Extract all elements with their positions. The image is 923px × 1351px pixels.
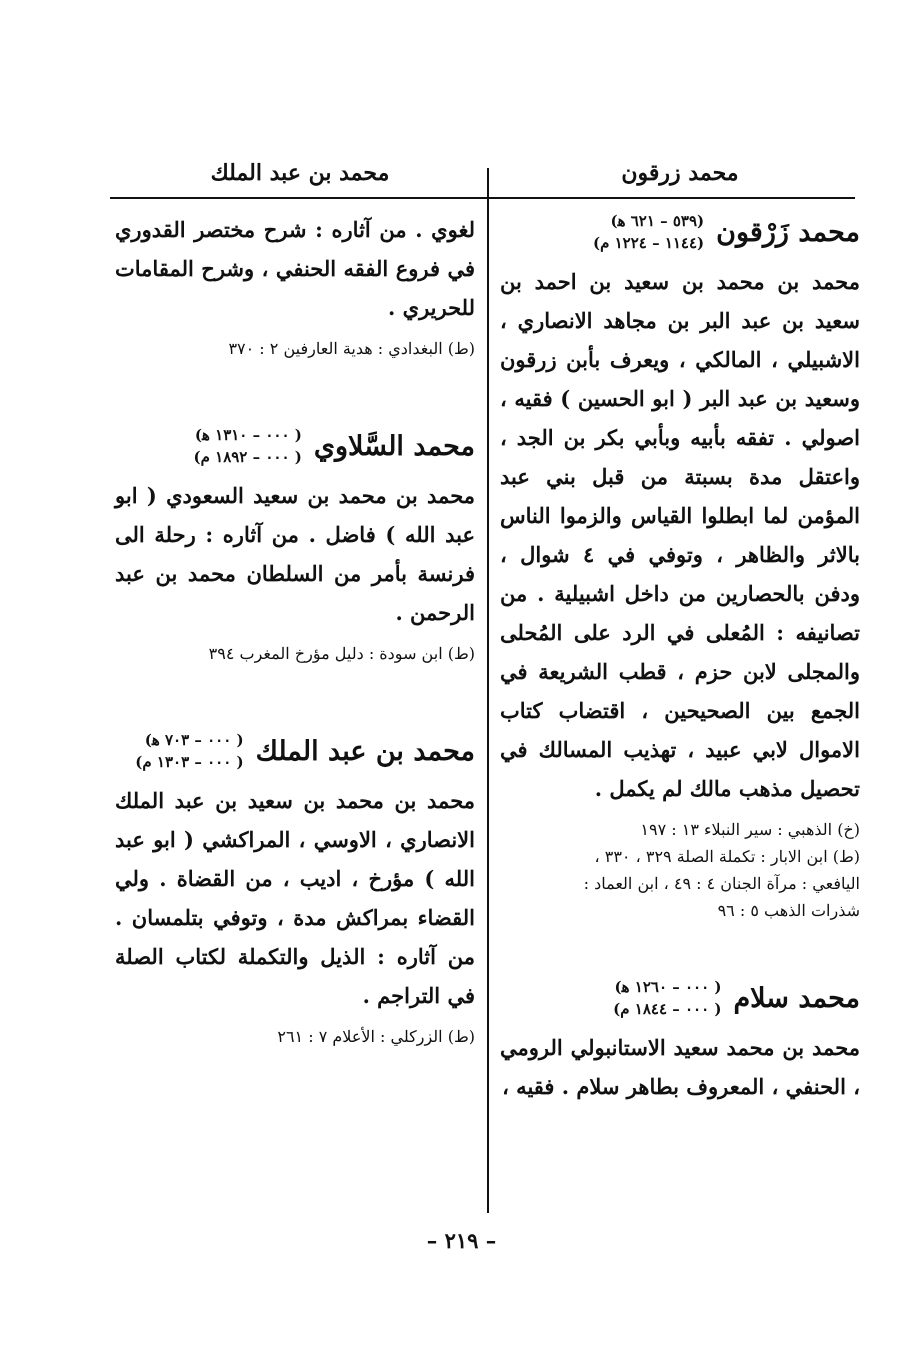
source-line: (ط) ابن الابار : تكملة الصلة ٣٢٩ ، ٣٣٠ ، (594, 847, 860, 866)
dates-hijri: ( ٠٠٠ – ١٣١٠ ﻫ) (194, 426, 302, 444)
entry-source: (ط) الزركلي : الأعلام ٧ : ٢٦١ (277, 1027, 475, 1046)
entry-heading (500, 210, 860, 254)
entry-muhammad-salam (500, 976, 860, 1106)
entry-heading (500, 976, 860, 1020)
entry-muhammad-ibn-abd-al-malik (115, 729, 475, 1050)
entry-body: محمد بن محمد بن سعيد السعودي ( ابو عبد الله ) فاضل . من آثاره : رحلة الى فرنسة بأمر من السلطان محمد بن عبد الرحمن . (115, 483, 475, 625)
entry-dates (613, 976, 721, 1020)
running-header-right: محمد زرقون (621, 160, 739, 186)
spacer (115, 380, 475, 424)
entry-body: محمد بن محمد سعيد الاستانبولي الرومي ، الحنفي ، المعروف بطاهر سلام . فقيه ، (500, 1035, 860, 1099)
source-line: شذرات الذهب ٥ : ٩٦ (717, 901, 860, 920)
dates-gregorian: ( ٠٠٠ – ١٣٠٣ م) (135, 753, 244, 771)
entry-sources (500, 816, 860, 924)
header-rule (110, 197, 855, 199)
spacer (500, 942, 860, 976)
entry-body: لغوي . من آثاره : شرح مختصر القدوري في فروع الفقه الحنفي ، وشرح المقامات للحريري . (115, 217, 475, 320)
entry-source: (ط) البغدادي : هدية العارفين ٢ : ٣٧٠ (228, 339, 475, 358)
entry-dates (135, 729, 243, 773)
dates-hijri: (٥٣٩ – ٦٢١ ﻫ) (610, 212, 705, 230)
entry-body: محمد بن محمد بن سعيد بن عبد الملك الانصاري ، الاوسي ، المراكشي ( ابو عبد الله ) مؤرخ ، اديب ، من القضاة . ولي القضاء بمراكش مدة ، وتوفي بتلمسان . من آثاره : الذيل والتكملة لكتاب الصلة في التراجم . (115, 788, 475, 1008)
entry-dates (194, 424, 302, 468)
entry-name: محمد السَّلاوي (313, 430, 475, 462)
page-number: – ٢١٩ – (426, 1228, 497, 1253)
dates-hijri: ( ٠٠٠ – ٧٠٣ ﻫ) (144, 731, 244, 749)
entry-muhammad-al-salawi (115, 424, 475, 667)
source-line: (خ) الذهبي : سير النبلاء ١٣ : ١٩٧ (640, 820, 860, 839)
running-header-left: محمد بن عبد الملك (210, 160, 390, 186)
entry-heading (115, 424, 475, 468)
entry-muhammad-zarqun (500, 210, 860, 924)
entry-name: محمد بن عبد الملك (255, 735, 475, 767)
left-column (115, 210, 475, 1068)
dates-gregorian: ( ٠٠٠ – ١٨٤٤ م) (613, 1000, 722, 1018)
entry-body: محمد بن محمد بن سعيد بن احمد بن سعيد بن عبد البر بن مجاهد الانصاري ، الاشبيلي ، المالكي ، ويعرف بأبن زرقون وسعيد بن عبد البر ( ابو الحسين ) فقيه ، اصولي . تفقه بأبيه وبأبي بكر بن الجد ، واعتقل مدة بسبتة من قبل بني عبد المؤمن لما ابطلوا القياس والزموا الناس بالاثر والظاهر ، وتوفي في ٤ شوال ، ودفن بالحصارين من داخل اشبيلية . من تصانيفه : المُعلى في الرد على المُحلى والمجلى لابن حزم ، قطب الشريعة في الجمع بين الصحيحين ، اقتضاب كتاب الاموال لابي عبيد ، تهذيب المسالك في تحصيل مذهب مالك لم يكمل . (500, 269, 860, 801)
dates-gregorian: ( ٠٠٠ – ١٨٩٢ م) (193, 448, 302, 466)
dates-gregorian: (١١٤٤ – ١٢٢٤ م) (593, 234, 705, 252)
entry-dates (593, 210, 704, 254)
entry-source: (ط) ابن سودة : دليل مؤرخ المغرب ٣٩٤ (208, 644, 475, 663)
right-column (500, 210, 860, 1124)
entry-heading (115, 729, 475, 773)
column-divider (487, 168, 489, 1213)
dates-hijri: ( ٠٠٠ – ١٢٦٠ ﻫ) (614, 978, 722, 996)
source-line: اليافعي : مرآة الجنان ٤ : ٤٩ ، ابن العماد : (583, 874, 860, 893)
entry-name: محمد زَرْقون (716, 216, 860, 248)
entry-continuation (115, 210, 475, 362)
entry-name: محمد سلام (733, 982, 860, 1014)
spacer (115, 685, 475, 729)
